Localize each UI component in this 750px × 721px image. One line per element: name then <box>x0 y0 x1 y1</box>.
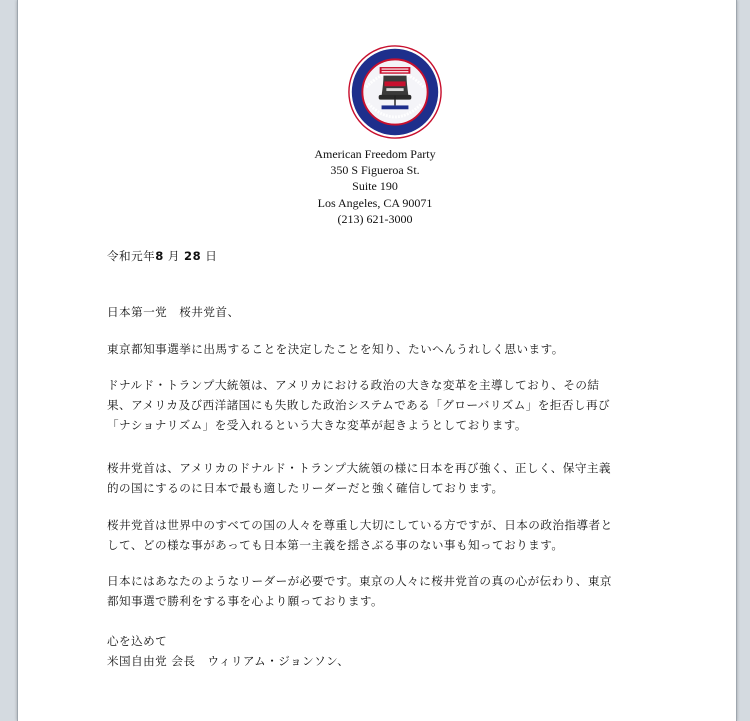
letterhead-address <box>0 146 750 227</box>
paragraph-3: 桜井党首は、アメリカのドナルド・トランプ大統領の様に日本を再び強く、正しく、保守主義 的の国にするのに日本で最も適したリーダーだと強く確信しております。 <box>107 461 611 495</box>
suite-number: Suite 190 <box>352 179 398 194</box>
paragraph-5: 日本にはあなたのようなリーダーが必要です。東京の人々に桜井党首の真の心が伝わり、東京 都知事選で勝利をする事を心より願っております。 <box>107 574 612 608</box>
paragraph-4: 桜井党首は世界中のすべての国の人々を尊重し大切にしている方ですが、日本の政治指導者と して、どの様な事があっても日本第一主義を揺さぶる事のない事も知っております。 <box>107 518 613 552</box>
letter-page <box>17 0 737 721</box>
city-state-zip: Los Angeles, CA 90071 <box>317 195 433 210</box>
party-seal-logo <box>347 44 443 140</box>
phone-number: (213) 621-3000 <box>337 211 413 226</box>
closing-block <box>107 631 697 671</box>
salutation: 日本第一党 桜井党首、 <box>107 305 240 319</box>
signature: 米国自由党 会長 ウィリアム・ジョンソン、 <box>107 654 350 668</box>
paragraph-1: 東京都知事選挙に出馬することを決定したことを知り、たいへんうれしく思います。 <box>107 342 564 356</box>
paragraph-2: ドナルド・トランプ大統領は、アメリカにおける政治の大きな変革を主導しており、その結 果、アメリカ及び西洋諸国にも失敗した政治システムである「グローバリズム」を拒否し再び 「ナショナリズム」を受入れるという大きな変革が起きようとしております。 <box>107 378 611 432</box>
closing: 心を込めて <box>107 634 168 648</box>
letter-date: 令和元年8 月 28 日 <box>107 249 218 263</box>
street-address: 350 S Figueroa St. <box>330 163 420 178</box>
org-name: American Freedom Party <box>314 147 436 161</box>
